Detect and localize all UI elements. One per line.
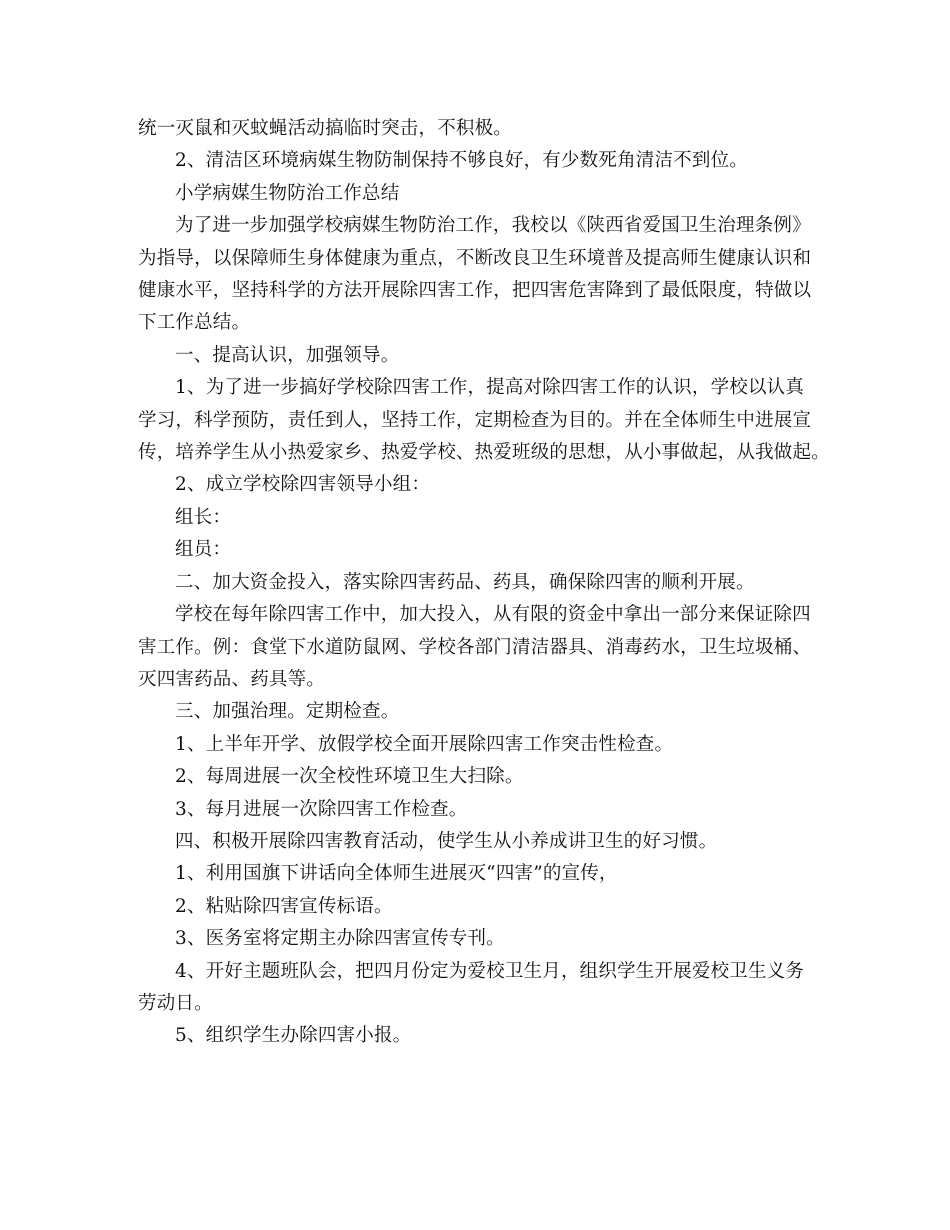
text-line: 1、利用国旗下讲话向全体师生进展灭“四害”的宣传， <box>175 863 618 885</box>
text-line: 2、成立学校除四害领导小组： <box>175 474 431 496</box>
text-line: 5、组织学生办除四害小报。 <box>175 1025 412 1047</box>
text-line: 健康水平，坚持科学的方法开展除四害工作，把四害危害降到了最低限度，特做以 <box>138 280 812 302</box>
text-line: 学校在每年除四害工作中，加大投入，从有限的资金中拿出一部分来保证除四 <box>175 604 811 626</box>
text-line: 组长： <box>175 506 232 528</box>
text-line: 3、医务室将定期主办除四害宣传专刊。 <box>175 928 505 950</box>
text-line: 1、为了进一步搞好学校除四害工作，提高对除四害工作的认识，学校以认真 <box>175 377 805 399</box>
text-line: 2、清洁区环境病媒生物防制保持不够良好，有少数死角清洁不到位。 <box>175 150 748 172</box>
text-line: 传，培养学生从小热爱家乡、热爱学校、热爱班级的思想，从小事做起，从我做起。 <box>138 442 830 464</box>
text-line: 3、每月进展一次除四害工作检查。 <box>175 798 468 820</box>
section-title: 小学病媒生物防治工作总结 <box>175 182 400 204</box>
heading-line: 二、加大资金投入，落实除四害药品、药具，确保除四害的顺利开展。 <box>175 571 755 593</box>
heading-line: 一、提高认识，加强领导。 <box>175 344 400 366</box>
text-line: 下工作总结。 <box>138 312 251 334</box>
text-line: 劳动日。 <box>138 992 213 1014</box>
text-line: 害工作。例：食堂下水道防鼠网、学校各部门清洁器具、消毒药水，卫生垃圾桶、 <box>138 636 812 658</box>
text-line: 灭四害药品、药具等。 <box>138 668 326 690</box>
text-line: 2、粘贴除四害宣传标语。 <box>175 895 393 917</box>
text-line: 1、上半年开学、放假学校全面开展除四害工作突击性检查。 <box>175 733 674 755</box>
text-line: 组员： <box>175 539 232 561</box>
document-body <box>138 113 830 1053</box>
text-line: 2、每周进展一次全校性环境卫生大扫除。 <box>175 766 524 788</box>
heading-line: 四、积极开展除四害教育活动，使学生从小养成讲卫生的好习惯。 <box>175 830 718 852</box>
text-line: 4、开好主题班队会，把四月份定为爱校卫生月，组织学生开展爱校卫生义务 <box>175 960 805 982</box>
text-line: 为了进一步加强学校病媒生物防治工作，我校以《陕西省爱国卫生治理条例》 <box>175 215 811 237</box>
text-line: 为指导，以保障师生身体健康为重点，不断改良卫生环境普及提高师生健康认识和 <box>138 247 812 269</box>
text-line: 学习，科学预防，责任到人，坚持工作，定期检查为目的。并在全体师生中进展宣 <box>138 409 812 431</box>
text-line: 统一灭鼠和灭蚊蝇活动搞临时突击，不积极。 <box>138 118 513 139</box>
heading-line: 三、加强治理。定期检查。 <box>175 701 400 723</box>
